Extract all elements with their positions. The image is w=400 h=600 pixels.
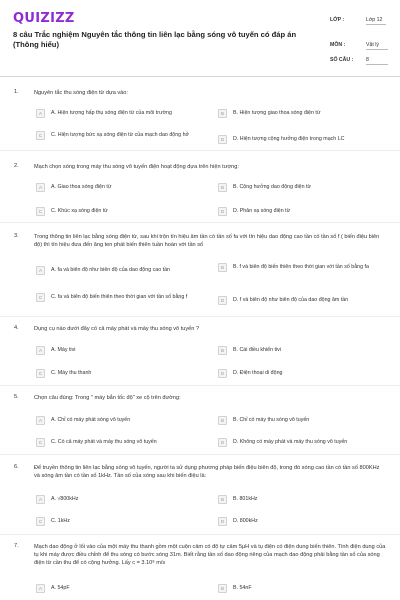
option-c[interactable] (36, 207, 201, 216)
option-d[interactable] (218, 369, 388, 378)
question-divider (0, 222, 400, 223)
option-b[interactable] (218, 263, 388, 272)
option-text: B. 54nF (233, 585, 252, 591)
question-text: Mạch dao động ở lối vào của một máy thu thanh gồm một cuộn cảm có độ tự cảm 5μH và tụ điện có điện dung biến thiên. Tính điện dung của tụ khi máy được điều chỉnh để thu sóng có bước sóng 31m. Biết rằng tần số dao động riêng của mạch dao động phải bằng tần số của sóng điện từ cần thu để có cộng hưởng. Lấy c = 3.10⁸ m/s (34, 544, 386, 566)
option-b[interactable] (218, 495, 388, 504)
option-letter: C (36, 207, 45, 216)
option-letter: B (218, 263, 227, 272)
option-letter: A (36, 416, 45, 425)
option-c[interactable] (36, 293, 211, 302)
question-text: Mạch chọn sóng trong máy thu sóng vô tuyến điện hoạt động dựa trên hiện tượng: (34, 164, 239, 170)
count-label: SỐ CÂU : (330, 57, 354, 63)
option-c[interactable] (36, 369, 201, 378)
option-d[interactable] (218, 296, 388, 305)
option-b[interactable] (218, 346, 388, 355)
option-letter: B (218, 584, 227, 593)
option-letter: A (36, 109, 45, 118)
option-a[interactable] (36, 584, 201, 593)
subject-label: MÔN : (330, 42, 346, 48)
option-text: B. Cộng hưởng dao động điện từ (233, 184, 312, 190)
option-text: C. 1kHz (51, 518, 70, 524)
option-text: C. Hiện tượng bức xạ sóng điện từ của mạch dao động hở (51, 132, 190, 138)
count-value: 8 (366, 57, 388, 65)
option-a[interactable] (36, 495, 201, 504)
question-number: 1. (14, 89, 19, 95)
option-text: B. f và biên độ biến thiên theo thời gian với tần số bằng fa (233, 264, 369, 270)
option-text: C. Có cả máy phát và máy thu sóng vô tuyến (51, 439, 157, 445)
option-letter: B (218, 495, 227, 504)
option-a[interactable] (36, 266, 211, 275)
option-letter: D (218, 296, 227, 305)
question-number: 5. (14, 394, 19, 400)
option-text: A. fa và biên độ như biên độ của dao động cao tần (51, 267, 170, 273)
question-number: 7. (14, 543, 19, 549)
option-text: C. fa và biên độ biến thiên theo thời gian với tần số bằng f (51, 294, 188, 300)
option-text: D. Phản xạ sóng điện từ (233, 208, 291, 214)
option-letter: C (36, 438, 45, 447)
option-c[interactable] (36, 131, 206, 140)
subject-value: Vật lý (366, 42, 388, 50)
option-letter: D (218, 207, 227, 216)
question-divider (0, 534, 400, 535)
header-divider (0, 76, 400, 77)
option-text: B. Cái điều khiển tivi (233, 347, 281, 353)
option-text: A. √800kHz (51, 496, 79, 502)
option-text: B. Chỉ có máy thu sóng vô tuyến (233, 417, 310, 423)
option-d[interactable] (218, 438, 394, 447)
worksheet-title: 8 câu Trắc nghiệm Nguyên tắc thông tin liên lạc bằng sóng vô tuyến có đáp án (Thông hiểu) (13, 30, 297, 49)
quizizz-logo: QUIZIZZ (13, 11, 75, 26)
option-letter: C (36, 517, 45, 526)
option-text: A. Hiện tượng hấp thụ sóng điện từ của môi trường (51, 110, 172, 116)
question-number: 4. (14, 325, 19, 331)
question-text: Để truyền thông tin liên lạc bằng sóng vô tuyến, người ta sử dụng phương pháp biến điệu biên độ, trong đó sóng cao tần có tần số 800KHz và sóng âm tần có tần số 1kHz. Tần số của sóng sau khi biến điệu là: (34, 465, 380, 479)
option-text: B. 801kHz (233, 496, 258, 502)
option-b[interactable] (218, 183, 388, 192)
option-letter: D (218, 438, 227, 447)
class-value: Lớp 12 (366, 17, 386, 25)
option-c[interactable] (36, 517, 201, 526)
option-letter: B (218, 346, 227, 355)
option-text: A. Máy tivi (51, 347, 76, 353)
question-number: 2. (14, 163, 19, 169)
option-letter: C (36, 369, 45, 378)
option-letter: B (218, 109, 227, 118)
question-text: Trong thông tin liên lạc bằng sóng điện từ, sau khi trộn tín hiệu âm tần có tần số fa với tín hiệu dao động cao tần có tần số f ( biến điệu biên độ) thì tín hiệu đưa đến ăng ten phát biến thiên tuần hoàn với tần số (34, 234, 380, 248)
option-text: D. Hiện tượng cộng hưởng điện trong mạch LC (233, 136, 345, 142)
option-text: D. Không có máy phát và máy thu sóng vô tuyến (233, 439, 348, 445)
option-letter: A (36, 584, 45, 593)
class-label: LỚP : (330, 17, 345, 23)
option-text: A. 54pF (51, 585, 70, 591)
option-letter: C (36, 131, 45, 140)
question-number: 6. (14, 464, 19, 470)
option-a[interactable] (36, 183, 201, 192)
option-letter: B (218, 416, 227, 425)
option-a[interactable] (36, 346, 201, 355)
option-text: D. Điện thoại di động (233, 370, 283, 376)
option-letter: D (218, 517, 227, 526)
option-b[interactable] (218, 109, 388, 118)
option-text: C. Khúc xạ sóng điện từ (51, 208, 108, 214)
question-divider (0, 316, 400, 317)
option-letter: D (218, 135, 227, 144)
option-text: D. f và biên độ như biên độ của dao động âm tần (233, 297, 349, 303)
question-divider (0, 385, 400, 386)
option-text: A. Giao thoa sóng điện từ (51, 184, 112, 190)
option-letter: C (36, 293, 45, 302)
option-d[interactable] (218, 207, 388, 216)
option-d[interactable] (218, 135, 388, 144)
question-text: Chọn câu đúng: Trong " máy bắn tốc độ" xe cộ trên đường: (34, 395, 181, 401)
option-b[interactable] (218, 584, 388, 593)
option-text: A. Chỉ có máy phát sóng vô tuyến (51, 417, 131, 423)
option-a[interactable] (36, 416, 201, 425)
question-divider (0, 454, 400, 455)
option-letter: D (218, 369, 227, 378)
question-text: Dụng cụ nào dưới đây có cả máy phát và máy thu sóng vô tuyến ? (34, 326, 200, 332)
option-letter: A (36, 266, 45, 275)
option-letter: A (36, 495, 45, 504)
option-text: D. 800kHz (233, 518, 258, 524)
question-number: 3. (14, 233, 19, 239)
option-text: C. Máy thu thanh (51, 370, 92, 376)
question-divider (0, 150, 400, 151)
option-letter: A (36, 183, 45, 192)
option-b[interactable] (218, 416, 388, 425)
option-c[interactable] (36, 438, 211, 447)
option-text: B. Hiện tượng giao thoa sóng điện từ (233, 110, 321, 116)
option-letter: B (218, 183, 227, 192)
option-a[interactable] (36, 109, 201, 118)
question-text: Nguyên tắc thu sóng điện từ dựa vào: (34, 90, 128, 96)
option-letter: A (36, 346, 45, 355)
option-d[interactable] (218, 517, 388, 526)
